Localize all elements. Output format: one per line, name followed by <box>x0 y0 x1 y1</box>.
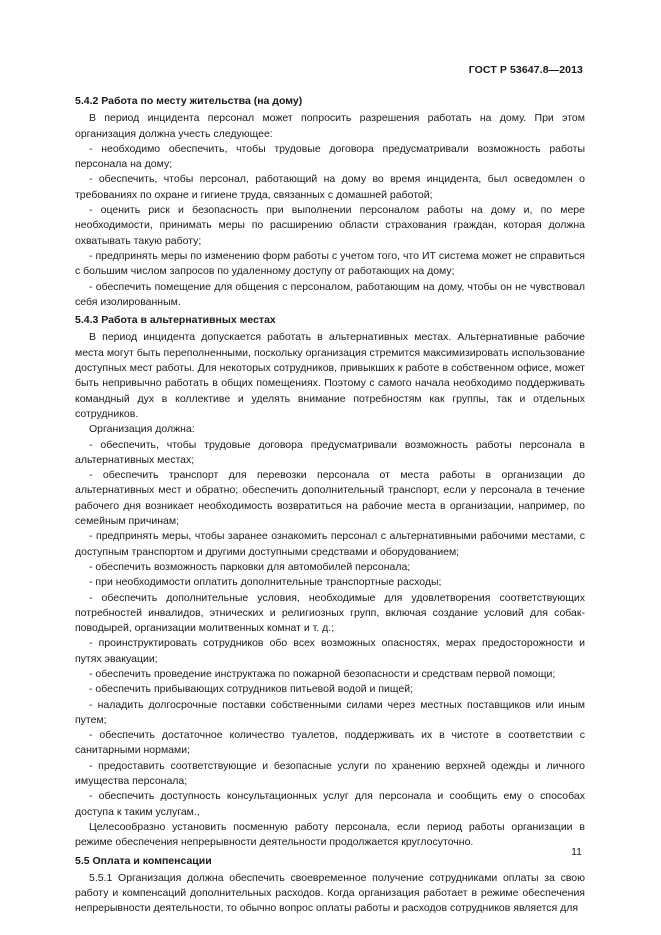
paragraph: Организация должна: <box>89 423 195 436</box>
list-item: - обеспечить, чтобы персонал, работающий на дому во время инцидента, был осведомлен о требованиях по охране и гигиене труда, связанных с домашней работой; <box>75 173 585 201</box>
paragraph: В период инцидента персонал может попросить разрешения работать на дому. При этом организация должна учесть следующее: <box>75 112 585 140</box>
list-item: - обеспечить доступность консультационных услуг для персонала и сообщить ему о способах доступа к таким услугам., <box>75 790 585 818</box>
list-item: - обеспечить прибывающих сотрудников питьевой водой и пищей; <box>89 683 414 696</box>
section-heading-5-4-2: 5.4.2 Работа по месту жительства (на дому) <box>75 95 303 107</box>
document-code: ГОСТ Р 53647.8—2013 <box>468 64 583 76</box>
list-item: - обеспечить дополнительные условия, необходимые для удовлетворения соответствующих потребностей инвалидов, этнических и религиозных групп, включая создание условий для собак-поводырей, организации молитвенных комнат и т. д.; <box>75 591 585 635</box>
list-item: - обеспечить достаточное количество туалетов, поддерживать их в чистоте в соответствии с санитарными нормами; <box>75 729 585 757</box>
list-item: - при необходимости оплатить дополнительные транспортные расходы; <box>89 576 442 589</box>
list-item: - обеспечить, чтобы трудовые договора предусматривали возможность работы персонала в альтернативных местах; <box>75 438 585 466</box>
list-item: - обеспечить возможность парковки для автомобилей персонала; <box>89 560 411 573</box>
list-item: - предпринять меры, чтобы заранее ознакомить персонал с альтернативными рабочими местами, с доступным транспортом и другими доступными средствами и оборудованием; <box>75 530 585 558</box>
section-heading-5-5: 5.5 Оплата и компенсации <box>75 854 212 867</box>
paragraph: 5.5.1 Организация должна обеспечить своевременное получение сотрудниками оплаты за свою работу и компенсаций дополнительных расходов. Когда организация работает в режиме обеспечения непрерывности деятельности, то обычно вопрос оплаты работы и расходов сотрудников является для <box>75 871 585 915</box>
list-item: - необходимо обеспечить, чтобы трудовые договора предусматривали возможность работы персонала на дому; <box>75 142 585 171</box>
section-heading-5-4-3: 5.4.3 Работа в альтернативных местах <box>75 314 276 327</box>
list-item: - оценить риск и безопасность при выполнении персоналом работы на дому и, по мере необходимости, принимать меры по расширению области страхования граждан, которая должна охватывать такую работу; <box>75 204 585 247</box>
paragraph: Целесообразно установить посменную работу персонала, если период работы организации в режиме обеспечения непрерывности деятельности продолжается круглосуточно. <box>75 820 585 849</box>
list-item: - проинструктировать сотрудников обо всех возможных опасностях, мерах предосторожности и путях эвакуации; <box>75 637 585 665</box>
list-item: - предоставить соответствующие и безопасные услуги по хранению верхней одежды и личного имущества персонала; <box>75 759 585 788</box>
page-content <box>75 94 585 917</box>
page-number: 11 <box>571 846 582 858</box>
list-item: - наладить долгосрочные поставки собственными силами через местных поставщиков или иным путем; <box>75 698 585 726</box>
list-item: - обеспечить проведение инструктажа по пожарной безопасности и средствам первой помощи; <box>89 667 556 680</box>
paragraph: В период инцидента допускается работать в альтернативных местах. Альтернативные рабочие места могут быть переполненными, поскольку организация стремится максимизировать использование доступных мест работы. Для некоторых сотрудников, привыкших к работе в собственном офисе, может быть непривычно работать в общих помещениях. Поэтому с самого начала необходимо поддерживать командный дух в коллективе и уделять внимание потребностям как группы, так и отдельных сотрудников. <box>75 331 585 420</box>
list-item: - обеспечить транспорт для перевозки персонала от места работы в организации до альтернативных мест и обратно; обеспечить дополнительный транспорт, если у персонала в течение рабочего дня возникает необходимость возвратиться на рабочие места в организации, например, по семейным причинам; <box>75 469 585 528</box>
list-item: - обеспечить помещение для общения с персоналом, работающим на дому, чтобы он не чувствовал себя изолированным. <box>75 280 585 308</box>
list-item: - предпринять меры по изменению форм работы с учетом того, что ИТ система может не справиться с большим числом запросов по удаленному доступу от работающих на дому; <box>75 249 585 278</box>
